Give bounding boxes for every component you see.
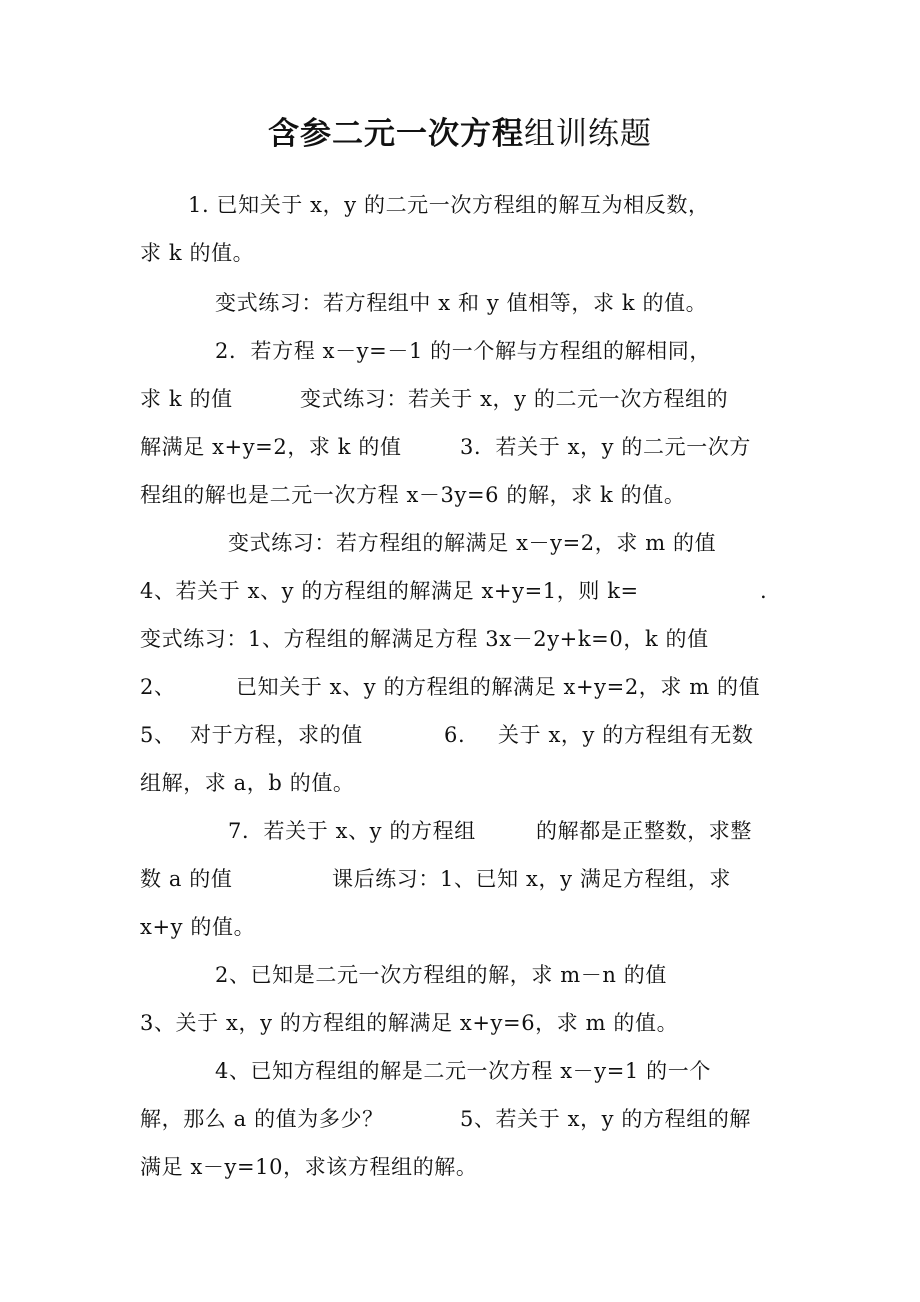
homework-5-line-1: 5、若关于 x，y 的方程组的解 (460, 1107, 752, 1131)
homework-4-line-1: 4、已知方程组的解是二元一次方程 x－y=1 的一个 (215, 1059, 711, 1083)
homework-5-line-2: 满足 x－y=10，求该方程组的解。 (140, 1155, 478, 1179)
homework-3: 3、关于 x，y 的方程组的解满足 x+y=6，求 m 的值。 (140, 1011, 679, 1035)
problem-4: 4、若关于 x、y 的方程组的解满足 x+y=1，则 k= (140, 579, 639, 603)
variant-2-line-2: 解满足 x+y=2，求 k 的值 (140, 435, 402, 459)
homework-2: 2、已知是二元一次方程组的解，求 m－n 的值 (215, 963, 667, 987)
variant-3: 变式练习：若方程组的解满足 x－y=2，求 m 的值 (228, 531, 717, 555)
problem-5-number: 5、 (140, 723, 176, 747)
problem-6-number: 6. (444, 723, 466, 747)
problem-7-line-2: 数 a 的值 (140, 867, 233, 891)
page-title (0, 112, 920, 156)
problem-2-line-2: 求 k 的值 (140, 387, 233, 411)
variant-1: 变式练习：若方程组中 x 和 y 值相等，求 k 的值。 (215, 291, 708, 315)
problem-6-line-2: 组解，求 a，b 的值。 (140, 771, 355, 795)
variant-4-item-2-number: 2、 (140, 675, 176, 699)
problem-7-line-1a: 7．若关于 x、y 的方程组 (228, 819, 476, 843)
variant-2-line-1: 变式练习：若关于 x，y 的二元一次方程组的 (300, 387, 729, 411)
problem-3-line-2: 程组的解也是二元一次方程 x－3y=6 的解，求 k 的值。 (140, 483, 686, 507)
variant-4-line-1: 变式练习：1、方程组的解满足方程 3x－2y+k=0，k 的值 (140, 627, 709, 651)
problem-3-line-1: 3．若关于 x，y 的二元一次方 (460, 435, 752, 459)
problem-2-line-1: 2．若方程 x－y=－1 的一个解与方程组的解相同， (215, 339, 711, 363)
problem-4-period: . (760, 579, 768, 603)
problem-5-text: 对于方程，求的值 (190, 723, 363, 747)
variant-4-item-2-text: 已知关于 x、y 的方程组的解满足 x+y=2，求 m 的值 (236, 675, 761, 699)
title-light-part: 组训练题 (524, 116, 652, 152)
problem-6-line-1: 关于 x，y 的方程组有无数 (498, 723, 754, 747)
problem-1-line-2: 求 k 的值。 (140, 241, 255, 265)
problem-1-line-1: 1. 已知关于 x，y 的二元一次方程组的解互为相反数， (188, 193, 710, 217)
homework-1-line-2: x+y 的值。 (140, 915, 256, 939)
homework-4-line-2: 解，那么 a 的值为多少？ (140, 1107, 384, 1131)
problem-7-line-1b: 的解都是正整数，求整 (536, 819, 752, 843)
title-bold-part: 含参二元一次方程 (268, 116, 524, 152)
homework-1-line-1: 课后练习：1、已知 x，y 满足方程组，求 (332, 867, 732, 891)
